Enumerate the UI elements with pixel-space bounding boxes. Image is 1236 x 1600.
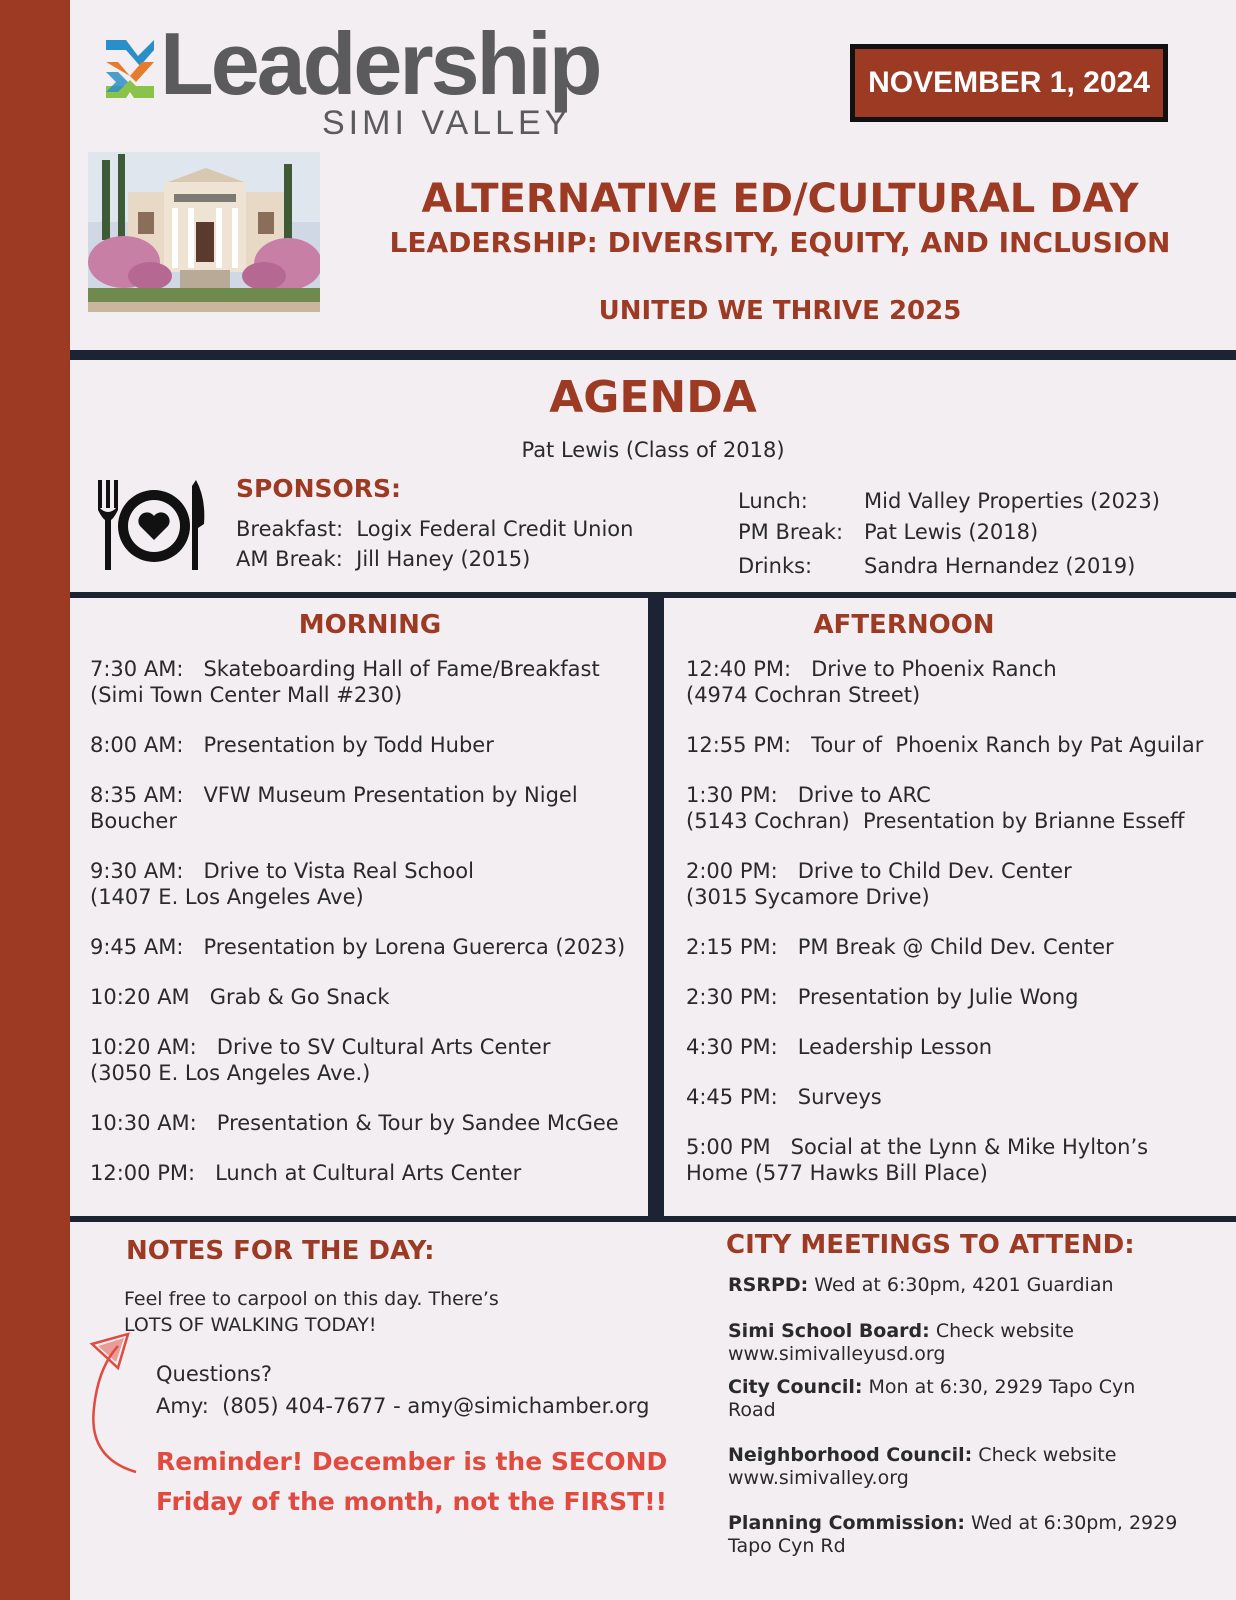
reminder-line-1: Reminder! December is the SECOND <box>156 1447 668 1476</box>
date-badge <box>850 44 1168 122</box>
agenda-host: Pat Lewis (Class of 2018) <box>521 438 785 462</box>
agenda-time: 10:20 AM: <box>90 1035 197 1059</box>
agenda-time: 12:40 PM: <box>686 657 792 681</box>
agenda-time: 1:30 PM: <box>686 783 778 807</box>
agenda-text: Leadership Lesson <box>797 1035 993 1059</box>
event-theme: UNITED WE THRIVE 2025 <box>598 296 962 326</box>
agenda-heading: AGENDA <box>549 372 757 423</box>
meeting-name: City Council: <box>728 1376 863 1398</box>
morning-item <box>90 1110 619 1136</box>
agenda-item-line <box>90 984 390 1010</box>
plate-heart-icon <box>96 478 208 574</box>
meeting-planning-commission <box>728 1512 1208 1558</box>
agenda-time: 5:00 PM <box>686 1135 771 1159</box>
agenda-time: 9:30 AM: <box>90 859 184 883</box>
afternoon-item <box>686 732 1203 758</box>
meeting-detail: Mon at 6:30, 2929 Tapo Cyn Road <box>728 1376 1136 1421</box>
sponsors-heading: SPONSORS: <box>236 474 402 503</box>
agenda-time: 8:00 AM: <box>90 733 184 757</box>
morning-item <box>90 984 390 1010</box>
agenda-time: 10:30 AM: <box>90 1111 197 1135</box>
leadership-logo-icon <box>104 36 156 102</box>
meeting-neighborhood-council <box>728 1444 1158 1490</box>
agenda-item-line: (3015 Sycamore Drive) <box>686 885 930 909</box>
agenda-text: Presentation by Todd Huber <box>203 733 494 757</box>
agenda-text: Lunch at Cultural Arts Center <box>215 1161 522 1185</box>
sponsor-am-break <box>236 549 530 570</box>
notes-line-2: LOTS OF WALKING TODAY! <box>124 1314 377 1336</box>
meeting-name: Neighborhood Council: <box>728 1444 973 1466</box>
date-text: NOVEMBER 1, 2024 <box>868 66 1150 99</box>
agenda-item-line <box>686 934 1114 960</box>
morning-item <box>90 1160 521 1186</box>
sponsor-label: AM Break: <box>236 547 343 571</box>
agenda-text: PM Break @ Child Dev. Center <box>797 935 1114 959</box>
reminder-line-2: Friday of the month, not the FIRST!! <box>156 1487 668 1516</box>
agenda-text: Presentation by Lorena Guererca (2023) <box>203 935 626 959</box>
agenda-time: 4:30 PM: <box>686 1035 778 1059</box>
agenda-item-line <box>686 1034 992 1060</box>
contact-info: Amy: (805) 404-7677 - amy@simichamber.org <box>156 1394 650 1418</box>
agenda-item-line: (5143 Cochran) Presentation by Brianne Esseff <box>686 809 1185 833</box>
logo-wordmark: Leadership <box>160 14 600 113</box>
sponsor-drinks-label: Drinks: <box>738 554 813 578</box>
meeting-rsrpd <box>728 1274 1208 1297</box>
agenda-item-line <box>686 984 1079 1010</box>
meeting-name: Simi School Board: <box>728 1320 930 1342</box>
afternoon-item <box>686 858 1072 910</box>
agenda-text: Drive to Phoenix Ranch <box>811 657 1057 681</box>
afternoon-item <box>686 656 1057 708</box>
morning-heading: MORNING <box>298 610 442 640</box>
divider-bottom <box>70 1216 1236 1222</box>
agenda-time: 2:00 PM: <box>686 859 778 883</box>
agenda-time: 12:55 PM: <box>686 733 792 757</box>
agenda-item-line <box>686 732 1203 758</box>
agenda-text: Drive to ARC <box>797 783 931 807</box>
agenda-text: Skateboarding Hall of Fame/Breakfast <box>203 657 600 681</box>
questions-label: Questions? <box>156 1362 273 1386</box>
agenda-item-line <box>90 782 578 808</box>
agenda-item-line <box>686 858 1072 884</box>
meeting-detail: Wed at 6:30pm, 2929 Tapo Cyn Rd <box>728 1512 1178 1557</box>
agenda-item-line <box>686 656 1057 682</box>
afternoon-item <box>686 1084 882 1110</box>
notes-heading: NOTES FOR THE DAY: <box>126 1236 435 1266</box>
agenda-item-line <box>90 656 600 682</box>
agenda-time: 12:00 PM: <box>90 1161 196 1185</box>
agenda-text: Drive to SV Cultural Arts Center <box>216 1035 551 1059</box>
morning-item <box>90 732 494 758</box>
agenda-text: Grab & Go Snack <box>209 985 390 1009</box>
meeting-city-council <box>728 1376 1188 1422</box>
afternoon-item <box>686 1134 1148 1186</box>
agenda-item-line: (4974 Cochran Street) <box>686 683 921 707</box>
agenda-item-line <box>90 1160 521 1186</box>
morning-item <box>90 782 578 834</box>
agenda-item-line <box>90 1034 550 1060</box>
meeting-school-board <box>728 1320 1108 1366</box>
city-meetings-heading: CITY MEETINGS TO ATTEND: <box>726 1230 1135 1260</box>
sponsor-name: Logix Federal Credit Union <box>356 517 634 541</box>
logo-subtitle: SIMI VALLEY <box>322 104 572 142</box>
morning-item <box>90 656 600 708</box>
agenda-item-line <box>90 1110 619 1136</box>
sponsor-pm-break-label: PM Break: <box>738 520 844 544</box>
agenda-text: Presentation & Tour by Sandee McGee <box>216 1111 619 1135</box>
sponsor-drinks-name: Sandra Hernandez (2019) <box>864 554 1136 578</box>
agenda-item-line: (3050 E. Los Angeles Ave.) <box>90 1061 371 1085</box>
agenda-time: 2:15 PM: <box>686 935 778 959</box>
agenda-text: Presentation by Julie Wong <box>797 985 1079 1009</box>
sponsor-pm-break-name: Pat Lewis (2018) <box>864 520 1039 544</box>
red-arrow-icon <box>84 1328 154 1488</box>
sponsor-breakfast <box>236 519 633 540</box>
sponsor-name: Jill Haney (2015) <box>356 547 531 571</box>
building-photo <box>88 152 320 312</box>
agenda-time: 9:45 AM: <box>90 935 184 959</box>
morning-item <box>90 934 625 960</box>
agenda-item-line: Home (577 Hawks Bill Place) <box>686 1161 988 1185</box>
agenda-item-line <box>686 1134 1148 1160</box>
agenda-text: Social at the Lynn & Mike Hylton’s <box>790 1135 1149 1159</box>
agenda-text: Drive to Vista Real School <box>203 859 474 883</box>
sponsor-label: Breakfast: <box>236 517 344 541</box>
reminder-text <box>156 1442 667 1522</box>
agenda-time: 7:30 AM: <box>90 657 184 681</box>
meeting-detail: Check website www.simivalley.org <box>728 1444 1117 1489</box>
morning-item <box>90 1034 550 1086</box>
sponsor-lunch-name: Mid Valley Properties (2023) <box>864 489 1160 513</box>
agenda-time: 4:45 PM: <box>686 1085 778 1109</box>
agenda-text: VFW Museum Presentation by Nigel <box>203 783 578 807</box>
afternoon-item <box>686 1034 992 1060</box>
meeting-detail: Wed at 6:30pm, 4201 Guardian <box>814 1274 1114 1296</box>
agenda-item-line <box>686 782 1185 808</box>
afternoon-item <box>686 782 1185 834</box>
agenda-item-line: (Simi Town Center Mall #230) <box>90 683 403 707</box>
agenda-text: Surveys <box>797 1085 882 1109</box>
sponsor-lunch-label: Lunch: <box>738 489 808 513</box>
agenda-item-line <box>90 934 625 960</box>
afternoon-item <box>686 934 1114 960</box>
agenda-item-line <box>90 858 474 884</box>
morning-item <box>90 858 474 910</box>
notes-line-1: Feel free to carpool on this day. There’s <box>124 1288 499 1310</box>
meeting-name: RSRPD: <box>728 1274 809 1296</box>
agenda-text: Drive to Child Dev. Center <box>797 859 1072 883</box>
agenda-text: Tour of Phoenix Ranch by Pat Aguilar <box>811 733 1204 757</box>
meeting-name: Planning Commission: <box>728 1512 965 1534</box>
agenda-item-line: (1407 E. Los Angeles Ave) <box>90 885 364 909</box>
left-accent-bar <box>0 0 70 1600</box>
meeting-detail: Check website www.simivalleyusd.org <box>728 1320 1074 1365</box>
event-subtitle: LEADERSHIP: DIVERSITY, EQUITY, AND INCLUSION <box>389 226 1171 259</box>
afternoon-heading: AFTERNOON <box>813 610 995 640</box>
agenda-item-line: Boucher <box>90 809 177 833</box>
agenda-item-line <box>686 1084 882 1110</box>
agenda-time: 10:20 AM <box>90 985 190 1009</box>
agenda-time: 2:30 PM: <box>686 985 778 1009</box>
agenda-time: 8:35 AM: <box>90 783 184 807</box>
afternoon-item <box>686 984 1079 1010</box>
event-title: ALTERNATIVE ED/CULTURAL DAY <box>421 176 1139 222</box>
divider-top <box>70 350 1236 360</box>
agenda-item-line <box>90 732 494 758</box>
column-divider <box>648 592 664 1220</box>
